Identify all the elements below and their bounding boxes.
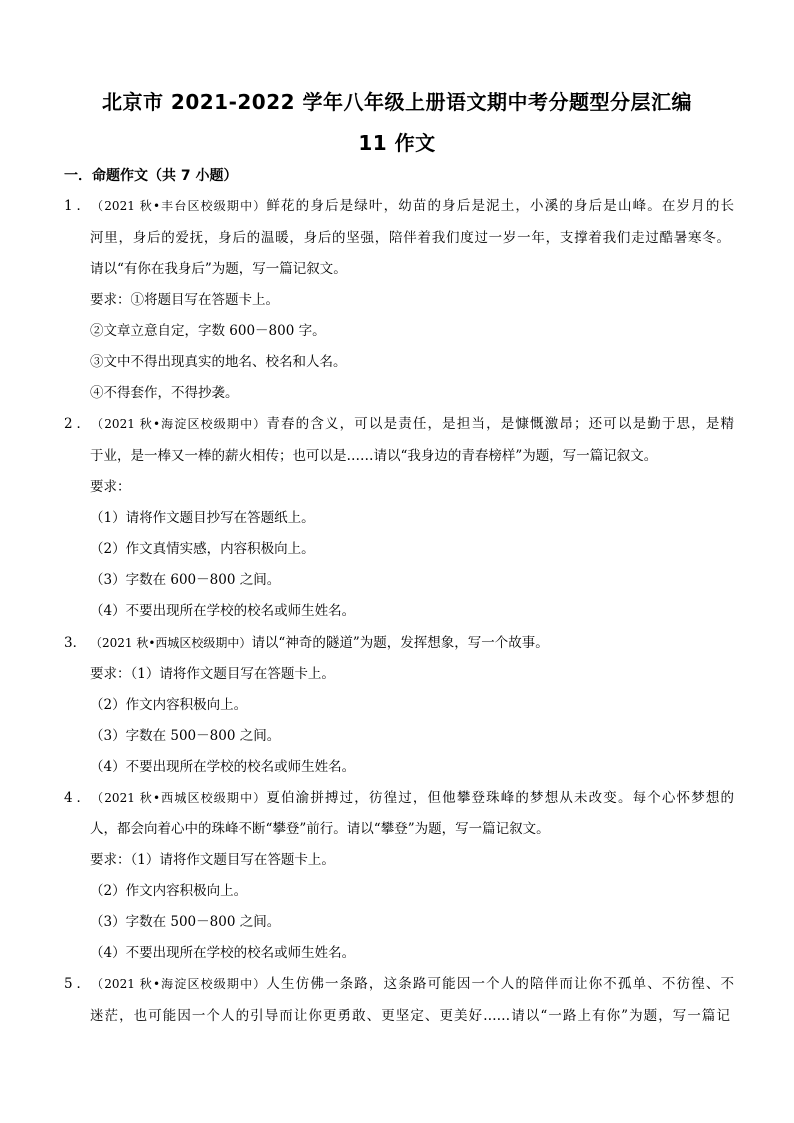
q1-requirement-4: ④不得套作，不得抄袭。 <box>90 385 239 401</box>
q1-requirement-3: ③文中不得出现真实的地名、校名和人名。 <box>90 354 347 370</box>
q4-requirement-4: （4）不要出现所在学校的校名或师生姓名。 <box>90 945 356 961</box>
q1-line3: 请以“有你在我身后”为题，写一篇记叙文。 <box>90 261 347 277</box>
q2-text-1: 青春的含义，可以是责任，是担当，是慷慨激昂；还可以是勤于思，是精 <box>266 416 734 432</box>
q2-number: 2． <box>64 416 90 432</box>
q2-line2: 于业，是一棒又一棒的薪火相传；也可以是……请以“我身边的青春榜样”为题，写一篇记叙文。 <box>90 448 658 464</box>
q5-source: （2021 秋•海淀区校级期中） <box>90 977 267 991</box>
q1-line2: 河里，身后的爱抚，身后的温暖，身后的坚强，陪伴着我们度过一岁一年，支撑着我们走过酷暑寒冬。 <box>90 230 730 246</box>
document-title: 北京市 2021-2022 学年八年级上册语文期中考分题型分层汇编 <box>101 90 693 114</box>
q4-text-1: 夏伯渝拼搏过，彷徨过，但他攀登珠峰的梦想从未改变。每个心怀梦想的 <box>266 790 734 806</box>
q2-requirement-2: （2）作文真情实感，内容积极向上。 <box>90 541 315 557</box>
q2-requirement-4: （4）不要出现所在学校的校名或师生姓名。 <box>90 603 356 619</box>
q4-requirement-2: （2）作文内容积极向上。 <box>90 883 248 899</box>
q5-text-1: 人生仿佛一条路，这条路可能因一个人的陪伴而让你不孤单、不彷徨、不 <box>266 976 734 992</box>
q4-line2: 人，都会向着心中的珠峰不断“攀登”前行。请以“攀登”为题，写一篇记叙文。 <box>90 821 550 837</box>
q3-line1 <box>64 633 734 653</box>
q1-requirement-1: 要求：①将题目写在答题卡上。 <box>90 292 279 308</box>
q2-requirement-1: （1）请将作文题目抄写在答题纸上。 <box>90 510 315 526</box>
q4-requirement-3: （3）字数在 500－800 之间。 <box>90 914 281 930</box>
q2-source: （2021 秋•海淀区校级期中） <box>90 417 267 431</box>
q3-source: （2021 秋•西城区校级期中） <box>90 636 252 650</box>
q3-requirement-1: 要求：（1）请将作文题目写在答题卡上。 <box>90 666 335 682</box>
q5-line2: 迷茫，也可能因一个人的引导而让你更勇敢、更坚定、更美好……请以“一路上有你”为题，写一篇记 <box>90 1008 730 1024</box>
q3-requirement-3: （3）字数在 500－800 之间。 <box>90 728 281 744</box>
section-heading: 一．命题作文（共 7 小题） <box>64 168 238 184</box>
q3-requirement-4: （4）不要出现所在学校的校名或师生姓名。 <box>90 759 356 775</box>
q3-number: 3． <box>64 635 87 651</box>
q5-number: 5． <box>64 976 90 992</box>
q2-line1 <box>64 414 734 434</box>
q5-line1 <box>64 974 734 994</box>
q4-source: （2021 秋•西城区校级期中） <box>90 791 267 805</box>
document-subtitle: 11 作文 <box>358 131 436 155</box>
q3-requirement-2: （2）作文内容积极向上。 <box>90 697 248 713</box>
q1-text-1: 鲜花的身后是绿叶，幼苗的身后是泥土，小溪的身后是山峰。在岁月的长 <box>266 198 734 214</box>
q1-line1 <box>64 196 734 216</box>
q3-text-1: 请以“神奇的隧道”为题，发挥想象，写一个故事。 <box>251 635 549 651</box>
q1-source: （2021 秋•丰台区校级期中） <box>90 199 267 213</box>
q4-requirement-1: 要求：（1）请将作文题目写在答题卡上。 <box>90 852 335 868</box>
q4-line1 <box>64 788 734 808</box>
q1-number: 1． <box>64 198 90 214</box>
q2-requirement-3: （3）字数在 600－800 之间。 <box>90 572 281 588</box>
q4-number: 4． <box>64 790 90 806</box>
q1-requirement-2: ②文章立意自定，字数 600－800 字。 <box>90 323 326 339</box>
q2-requirement-header: 要求： <box>90 479 131 495</box>
